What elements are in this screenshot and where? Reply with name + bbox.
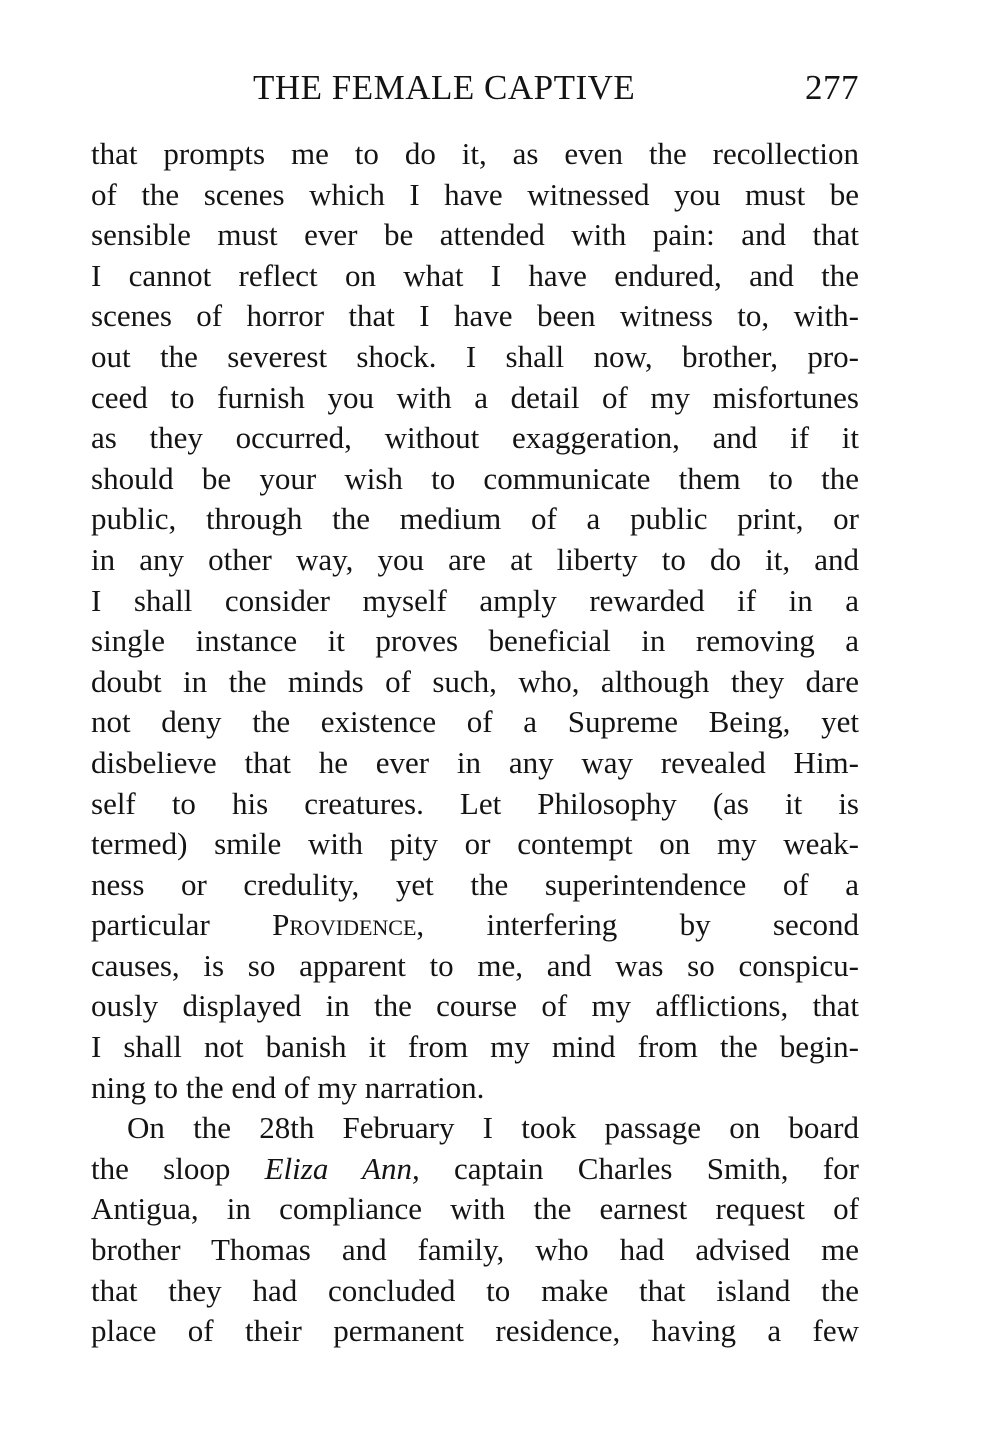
running-head xyxy=(91,64,859,114)
text-line: termed) smile with pity or contempt on my weak- xyxy=(91,826,859,862)
text-line: of the scenes which I have witnessed you must be xyxy=(91,176,859,212)
text-line: sensible must ever be attended with pain: and that xyxy=(91,217,859,253)
text-line: Antigua, in compliance with the earnest request of xyxy=(91,1191,859,1227)
page-number: 277 xyxy=(805,68,859,107)
text-line: that they had concluded to make that island the xyxy=(91,1272,859,1308)
text-line: doubt in the minds of such, who, although they dare xyxy=(91,663,859,699)
text-line: disbelieve that he ever in any way revealed Him- xyxy=(91,744,859,780)
body-text xyxy=(91,134,859,1352)
ship-name-italic: Eliza Ann, xyxy=(264,1150,420,1186)
text-line: causes, is so apparent to me, and was so conspicu- xyxy=(91,947,859,983)
text-line: brother Thomas and family, who had advised me xyxy=(91,1232,859,1268)
text-line: I shall not banish it from my mind from the begin- xyxy=(91,1029,859,1065)
text-line: that prompts me to do it, as even the recollection xyxy=(91,136,859,171)
text-line: in any other way, you are at liberty to do it, and xyxy=(91,541,859,577)
paragraph-start-line: On the 28th February I took passage on board xyxy=(127,1110,859,1146)
text-line: out the severest shock. I shall now, brother, pro- xyxy=(91,338,859,374)
text-line-ship-name xyxy=(91,1149,859,1190)
text-line-providence xyxy=(91,905,859,946)
text-segment: captain Charles Smith, for xyxy=(419,1150,859,1186)
text-segment: particular xyxy=(91,907,273,943)
text-line: I cannot reflect on what I have endured, and the xyxy=(91,257,859,293)
text-line: self to his creatures. Let Philosophy (as it is xyxy=(91,785,859,821)
text-line: ness or credulity, yet the superintendence of a xyxy=(91,866,859,902)
text-line: should be your wish to communicate them to the xyxy=(91,460,859,496)
text-line: not deny the existence of a Supreme Being, yet xyxy=(91,704,859,740)
text-line: ning to the end of my narration. xyxy=(91,1069,485,1105)
text-line: public, through the medium of a public print, or xyxy=(91,501,859,537)
text-line: ceed to furnish you with a detail of my misfortunes xyxy=(91,379,859,415)
text-line: single instance it proves beneficial in removing a xyxy=(91,623,859,659)
text-line: place of their permanent residence, having a few xyxy=(91,1313,859,1349)
text-line: scenes of horror that I have been witness to, with- xyxy=(91,298,859,334)
text-line: ously displayed in the course of my afflictions, that xyxy=(91,988,859,1024)
running-title: THE FEMALE CAPTIVE xyxy=(253,68,636,107)
text-line: I shall consider myself amply rewarded if in a xyxy=(91,582,859,618)
providence-smallcaps: Providence xyxy=(272,907,417,943)
text-line: as they occurred, without exaggeration, and if it xyxy=(91,420,859,456)
book-page xyxy=(91,64,859,1352)
text-segment: , interfering by second xyxy=(416,907,859,943)
text-segment: the sloop xyxy=(91,1150,265,1186)
